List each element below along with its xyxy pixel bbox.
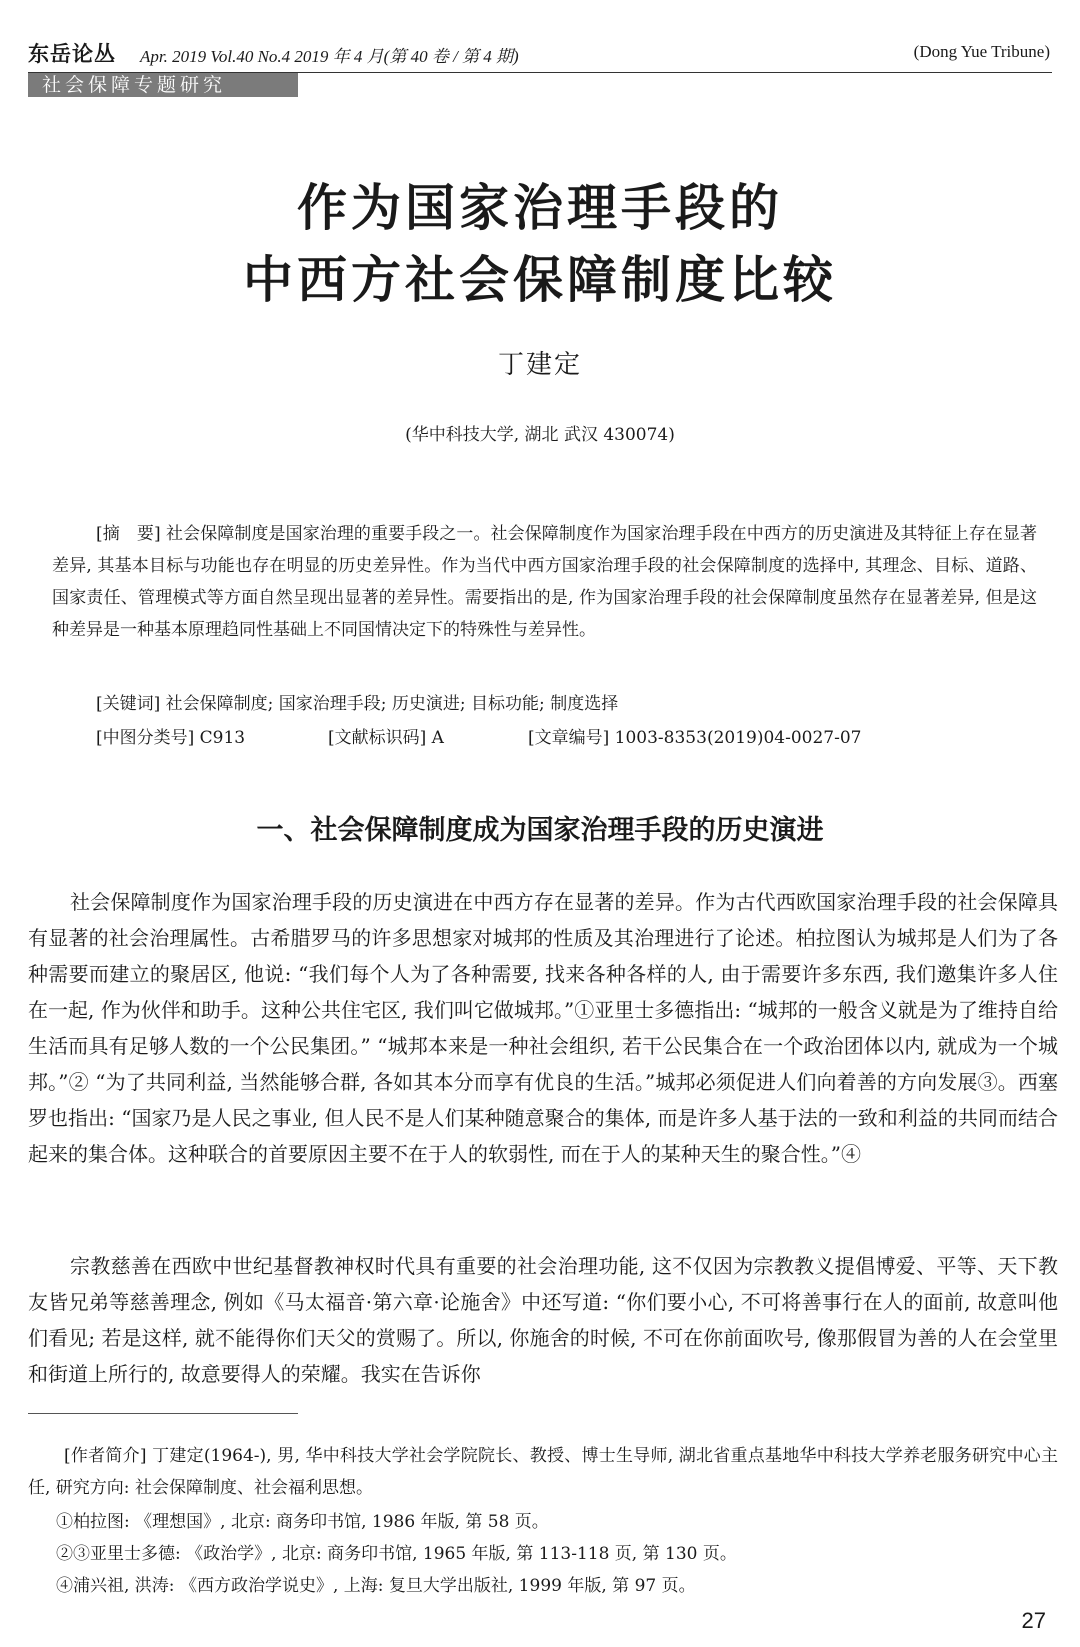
journal-name: 东岳论丛	[28, 41, 116, 66]
footnote-rule	[28, 1413, 298, 1414]
keywords: [关键词] 社会保障制度; 国家治理手段; 历史演进; 目标功能; 制度选择	[96, 694, 619, 714]
abstract: [摘 要] 社会保障制度是国家治理的重要手段之一。社会保障制度作为国家治理手段在中西方的历史演进及其特征上存在显著差异, 其基本目标与功能也存在明显的历史差异性。作为当代中西方国家治理手段的社会保障制度的选择中, 其理念、目标、道路、国家责任、管理模式等方面自然呈现出显著的差异性。需要指出的是, 作为国家治理手段的社会保障制度虽然存在显著差异, 但是这种差异是一种基本原理趋同性基础上不同国情决定下的特殊性与差异性。	[52, 524, 1037, 640]
footnote-1: ①柏拉图: 《理想国》, 北京: 商务印书馆, 1986 年版, 第 58 页。	[56, 1512, 549, 1532]
issue-info: Apr. 2019 Vol.40 No.4 2019 年 4 月(第 40 卷 / 第 4 期)	[140, 47, 519, 66]
document-code: [文献标识码] A	[328, 728, 444, 748]
author-affiliation: (华中科技大学, 湖北 武汉 430074)	[405, 425, 675, 445]
footnote-2: ②③亚里士多德: 《政治学》, 北京: 商务印书馆, 1965 年版, 第 113-118 页, 第 130 页。	[56, 1544, 737, 1564]
body-paragraph-2: 宗教慈善在西欧中世纪基督教神权时代具有重要的社会治理功能, 这不仅因为宗教教义提倡博爱、平等、天下教友皆兄弟等慈善理念, 例如《马太福音·第六章·论施舍》中还写道: “你们要小心, 不可将善事行在人的面前, 故意叫他们看见; 若是这样, 就不能得你们天父的赏赐了。所以, 你施舍的时候, 不可在你前面吹号, 像那假冒为善的人在会堂里和街道上所行的, 故意要得人的荣耀。我实在告诉你	[28, 1254, 1058, 1386]
article-title-line2: 中西方社会保障制度比较	[243, 251, 837, 309]
page-number: 27	[1021, 1608, 1046, 1633]
clc-number: [中图分类号] C913	[96, 728, 246, 748]
section-heading: 一、社会保障制度成为国家治理手段的历史演进	[256, 815, 824, 846]
journal-english-name: (Dong Yue Tribune)	[913, 42, 1050, 61]
article-title-line1: 作为国家治理手段的	[297, 179, 783, 237]
column-tag: 社会保障专题研究	[28, 73, 298, 97]
author-bio: [作者简介] 丁建定(1964-), 男, 华中科技大学社会学院院长、教授、博士生导师, 湖北省重点基地华中科技大学养老服务研究中心主任, 研究方向: 社会保障制度、社会福利思想。	[28, 1446, 1058, 1498]
article-number: [文章编号] 1003-8353(2019)04-0027-07	[528, 728, 862, 748]
body-paragraph-1: 社会保障制度作为国家治理手段的历史演进在中西方存在显著的差异。作为古代西欧国家治理手段的社会保障具有显著的社会治理属性。古希腊罗马的许多思想家对城邦的性质及其治理进行了论述。柏拉图认为城邦是人们为了各种需要而建立的聚居区, 他说: “我们每个人为了各种需要, 找来各种各样的人, 由于需要许多东西, 我们邀集许多人住在一起, 作为伙伴和助手。这种公共住宅区, 我们叫它做城邦。”①亚里士多德指出: “城邦的一般含义就是为了维持自给生活而具有足够人数的一个公民集团。” “城邦本来是一种社会组织, 若干公民集合在一个政治团体以内, 就成为一个城邦。”② “为了共同利益, 当然能够合群, 各如其本分而享有优良的生活。”城邦必须促进人们向着善的方向发展③。西塞罗也指出: “国家乃是人民之事业, 但人民不是人们某种随意聚合的集体, 而是许多人基于法的一致和利益的共同而结合起来的集合体。这种联合的首要原因主要不在于人的软弱性, 而在于人的某种天生的聚合性。”④	[28, 890, 1058, 1166]
footnote-3: ④浦兴祖, 洪涛: 《西方政治学说史》, 上海: 复旦大学出版社, 1999 年版, 第 97 页。	[56, 1576, 696, 1596]
author-name: 丁建定	[497, 350, 582, 380]
